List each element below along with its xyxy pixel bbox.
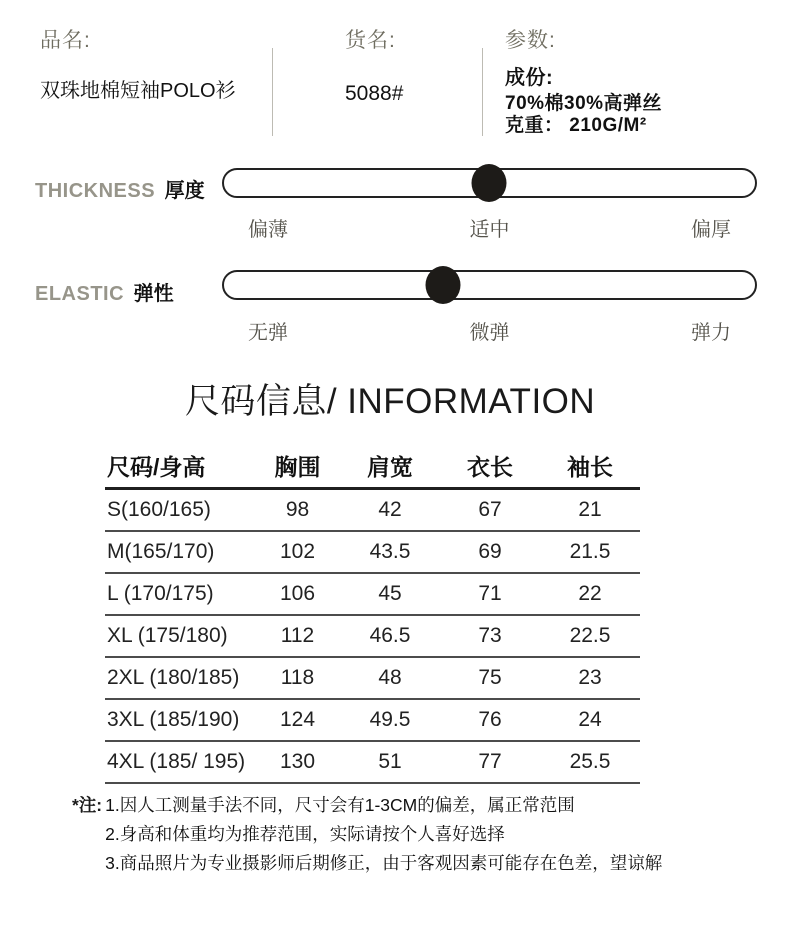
size-row-label: S(160/165) [107,498,211,521]
notes-section [72,791,662,878]
size-table-header-row [105,443,640,490]
thickness-track [222,168,757,198]
header-sleeve: 袖长 [567,453,613,480]
size-cell: 22.5 [569,624,611,647]
size-cell: 49.5 [369,708,411,731]
product-code-value: 5088# [345,82,404,105]
size-row-label: 4XL (185/ 195) [107,750,246,773]
thickness-tick-mid: 适中 [469,219,510,241]
size-cell: 118 [280,666,315,689]
table-row [105,574,640,616]
size-cell: 76 [478,708,502,731]
elastic-cn-label: 弹性 [133,283,174,305]
size-cell: 106 [279,582,316,605]
size-cell: 71 [478,582,502,605]
size-row-label: XL (175/180) [107,624,228,647]
size-cell: 98 [285,498,310,521]
notes-prefix: *注: [72,795,103,815]
size-cell: 43.5 [369,540,411,563]
elastic-track [222,270,757,300]
size-cell: 25.5 [569,750,611,773]
composition-label: 成份: [505,67,554,89]
size-row-label: 3XL (185/190) [107,708,240,731]
size-cell: 67 [478,498,502,521]
size-cell: 124 [279,708,316,731]
size-row-label: M(165/170) [107,540,215,563]
size-cell: 102 [279,540,316,563]
elastic-gauge-label [35,277,174,306]
elastic-tick-mid: 微弹 [469,322,510,344]
size-cell: 112 [280,624,315,647]
size-info-title: 尺码信息/ INFORMATION [184,382,596,421]
size-cell: 24 [578,708,602,731]
size-cell: 48 [378,666,402,689]
product-name-value: 双珠地棉短袖POLO衫 [40,80,236,102]
size-table [105,443,640,784]
elastic-en-label: ELASTIC [35,283,125,305]
composition-value: 70%棉30%高弹丝 [505,93,663,114]
elastic-ticks [222,316,757,345]
size-cell: 130 [279,750,316,773]
header-size-height: 尺码/身高 [107,453,206,480]
product-code-label: 货名: [345,29,396,52]
size-cell: 75 [478,666,502,689]
header-shoulder: 肩宽 [367,453,413,480]
size-cell: 51 [378,750,402,773]
thickness-dot [471,164,506,202]
note-line-3: 3.商品照片为专业摄影师后期修正，由于客观因素可能存在色差，望谅解 [105,853,663,873]
size-cell: 42 [378,498,402,521]
header-chest: 胸围 [274,453,321,480]
size-cell: 23 [578,666,602,689]
size-row-label: 2XL (180/185) [107,666,240,689]
elastic-tick-high: 弹力 [691,322,731,344]
divider-vertical-1 [272,48,273,136]
weight-value: 克重： 210G/M² [505,115,647,136]
elastic-tick-low: 无弹 [248,322,288,344]
table-row [105,700,640,742]
size-cell: 73 [478,624,502,647]
table-row [105,616,640,658]
size-cell: 21.5 [569,540,611,563]
size-cell: 45 [378,582,402,605]
thickness-en-label: THICKNESS [35,180,156,202]
product-params-label: 参数: [505,29,556,52]
thickness-cn-label: 厚度 [164,180,205,202]
size-cell: 21 [578,498,602,521]
product-name-label: 品名: [40,29,91,52]
thickness-ticks [222,213,757,242]
size-row-label: L (170/175) [107,582,214,605]
size-cell: 46.5 [369,624,411,647]
note-line-2: 2.身高和体重均为推荐范围，实际请按个人喜好选择 [105,824,505,844]
size-cell: 69 [478,540,502,563]
thickness-tick-high: 偏厚 [691,219,731,241]
header-length: 衣长 [467,453,513,480]
elastic-dot [426,266,461,304]
table-row [105,658,640,700]
table-row [105,490,640,532]
divider-vertical-2 [482,48,483,136]
thickness-gauge-label [35,174,205,203]
size-cell: 77 [478,750,502,773]
size-cell: 22 [578,582,602,605]
notes-lines [105,791,662,878]
thickness-tick-low: 偏薄 [248,219,288,241]
table-row [105,532,640,574]
table-row [105,742,640,784]
note-line-1: 1.因人工测量手法不同，尺寸会有1-3CM的偏差，属正常范围 [105,795,575,815]
